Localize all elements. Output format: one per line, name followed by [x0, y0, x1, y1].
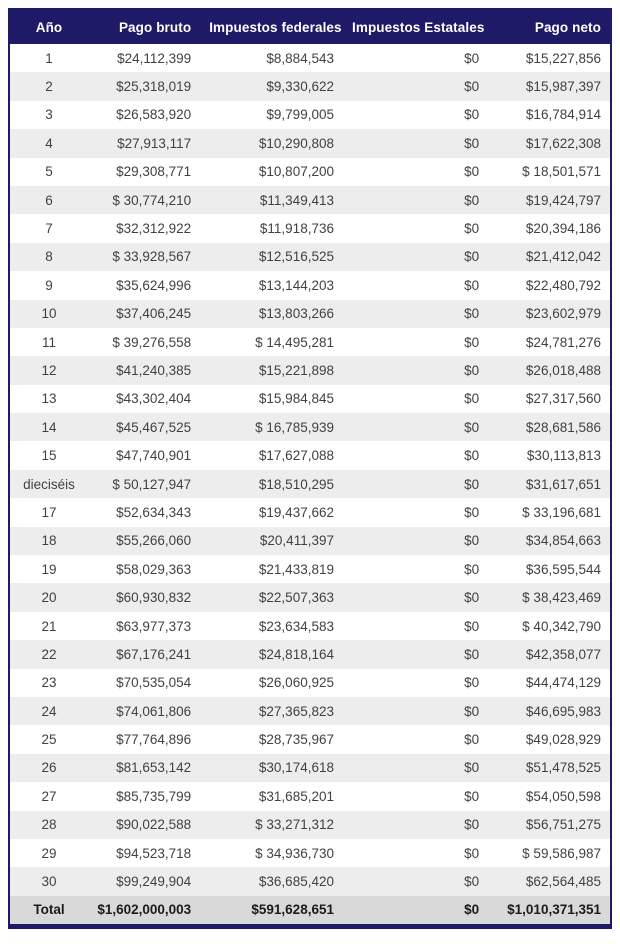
cell-pago_neto: $ 40,342,790: [522, 618, 601, 634]
table-row: [10, 300, 610, 328]
cell-impuestos_estatales: $0: [464, 732, 480, 748]
cell-impuestos_estatales: $0: [464, 476, 480, 492]
cell-pago_bruto: $94,523,718: [116, 845, 192, 861]
cell-impuestos_federales: $ 16,785,939: [255, 419, 334, 435]
cell-pago_neto: $23,602,979: [525, 306, 601, 322]
cell-impuestos_federales: $26,060,925: [258, 675, 334, 691]
cell-impuestos_estatales: $0: [464, 703, 480, 719]
cell-pago_neto: $27,317,560: [525, 391, 601, 407]
cell-pago_bruto: $99,249,904: [116, 874, 192, 890]
cell-pago_bruto: $77,764,896: [116, 732, 192, 748]
cell-impuestos_federales: $ 34,936,730: [255, 845, 334, 861]
cell-ano: 13: [41, 391, 57, 407]
cell-impuestos_estatales: $0: [464, 221, 480, 237]
cell-pago_neto: $62,564,485: [525, 874, 601, 890]
table-row: [10, 214, 610, 242]
cell-impuestos_estatales: $0: [464, 50, 480, 66]
cell-pago_neto: $ 18,501,571: [522, 164, 601, 180]
cell-ano: 17: [41, 504, 57, 520]
cell-ano: 1: [45, 50, 53, 66]
cell-impuestos_estatales: $0: [464, 164, 480, 180]
cell-pago_neto: $30,113,813: [526, 448, 601, 464]
cell-impuestos_estatales: $0: [464, 79, 480, 95]
cell-impuestos_estatales: $0: [464, 107, 480, 123]
cell-impuestos_estatales: $0: [464, 135, 480, 151]
table-row: [10, 782, 610, 810]
cell-pago_neto: $19,424,797: [525, 192, 601, 208]
cell-pago_neto: $51,478,525: [525, 760, 601, 776]
cell-impuestos_estatales: $0: [464, 192, 480, 208]
cell-pago_bruto: $32,312,922: [116, 221, 192, 237]
cell-impuestos_estatales: $0: [464, 646, 480, 662]
total-row: [10, 896, 610, 924]
total-pago-bruto: $1,602,000,003: [88, 896, 200, 924]
cell-pago_bruto: $52,634,343: [116, 504, 192, 520]
table-row: [10, 441, 610, 469]
table-header: [10, 10, 610, 44]
cell-impuestos_estatales: $0: [464, 817, 480, 833]
cell-pago_bruto: $ 30,774,210: [112, 192, 192, 208]
annuity-payout-table: [10, 10, 610, 924]
cell-pago_bruto: $63,977,373: [116, 618, 192, 634]
cell-pago_neto: $22,480,792: [525, 277, 601, 293]
cell-impuestos_estatales: $0: [464, 504, 480, 520]
cell-impuestos_estatales: $0: [464, 277, 480, 293]
table-row: [10, 385, 610, 413]
cell-impuestos_estatales: $0: [464, 391, 480, 407]
cell-impuestos_estatales: $0: [464, 874, 480, 890]
cell-pago_bruto: $ 33,928,567: [112, 249, 192, 265]
cell-impuestos_federales: $28,735,967: [258, 732, 334, 748]
table-row: [10, 328, 610, 356]
table-row: [10, 612, 610, 640]
cell-ano: 22: [41, 646, 57, 662]
cell-impuestos_federales: $17,627,088: [258, 448, 334, 464]
cell-pago_neto: $15,987,397: [525, 79, 601, 95]
col-header-pago-bruto: Pago bruto: [88, 10, 200, 44]
cell-pago_neto: $15,227,856: [525, 50, 601, 66]
col-header-ano: Año: [10, 10, 88, 44]
cell-ano: 5: [45, 164, 53, 180]
cell-pago_bruto: $85,735,799: [116, 788, 192, 804]
cell-pago_bruto: $81,653,142: [116, 760, 192, 776]
cell-pago_bruto: $45,467,525: [116, 419, 192, 435]
table-row: [10, 158, 610, 186]
total-pago-neto: $1,010,371,351: [488, 896, 610, 924]
cell-ano: 30: [41, 874, 57, 890]
table-row: [10, 44, 610, 72]
cell-pago_bruto: $35,624,996: [116, 277, 192, 293]
table-row: [10, 811, 610, 839]
cell-pago_neto: $ 33,196,681: [522, 504, 601, 520]
cell-pago_bruto: $27,913,117: [117, 135, 192, 151]
cell-impuestos_federales: $27,365,823: [258, 703, 334, 719]
cell-impuestos_federales: $31,685,201: [258, 788, 334, 804]
cell-impuestos_federales: $10,290,808: [258, 135, 334, 151]
cell-ano: 3: [45, 107, 53, 123]
table-header-row: [10, 10, 610, 44]
table-row: [10, 243, 610, 271]
table-row: [10, 555, 610, 583]
cell-ano: 11: [41, 334, 56, 350]
cell-impuestos_estatales: $0: [464, 760, 480, 776]
cell-pago_neto: $ 59,586,987: [522, 845, 601, 861]
cell-impuestos_federales: $8,884,543: [266, 50, 334, 66]
cell-pago_neto: $20,394,186: [525, 221, 601, 237]
cell-pago_neto: $ 38,423,469: [522, 590, 601, 606]
cell-impuestos_estatales: $0: [464, 533, 480, 549]
cell-pago_bruto: $ 39,276,558: [112, 334, 192, 350]
cell-ano: 2: [45, 79, 53, 95]
table-row: [10, 413, 610, 441]
cell-pago_bruto: $37,406,245: [116, 306, 192, 322]
cell-impuestos_federales: $9,330,622: [266, 79, 334, 95]
annuity-payout-table-container: [8, 8, 612, 929]
cell-pago_bruto: $67,176,241: [116, 646, 192, 662]
cell-impuestos_federales: $22,507,363: [258, 590, 334, 606]
table-row: [10, 527, 610, 555]
cell-impuestos_estatales: $0: [464, 618, 480, 634]
cell-impuestos_estatales: $0: [464, 249, 480, 265]
table-row: [10, 129, 610, 157]
cell-impuestos_federales: $ 14,495,281: [255, 334, 334, 350]
table-row: [10, 669, 610, 697]
cell-pago_neto: $49,028,929: [525, 732, 601, 748]
cell-impuestos_estatales: $0: [464, 334, 480, 350]
cell-ano: 20: [41, 590, 57, 606]
cell-pago_bruto: $60,930,832: [116, 590, 192, 606]
table-body: [10, 44, 610, 896]
table-row: [10, 271, 610, 299]
cell-pago_bruto: $58,029,363: [116, 561, 192, 577]
cell-pago_bruto: $74,061,806: [116, 703, 192, 719]
col-header-impuestos-federales: Impuestos federales: [200, 10, 343, 44]
table-row: [10, 839, 610, 867]
table-row: [10, 470, 610, 498]
cell-ano: dieciséis: [23, 476, 75, 492]
cell-impuestos_estatales: $0: [464, 590, 480, 606]
cell-ano: 7: [45, 221, 53, 237]
cell-ano: 4: [45, 135, 53, 151]
cell-impuestos_federales: $24,818,164: [258, 646, 334, 662]
cell-pago_neto: $24,781,276: [525, 334, 601, 350]
cell-ano: 6: [45, 192, 53, 208]
table-row: [10, 356, 610, 384]
cell-pago_neto: $46,695,983: [525, 703, 601, 719]
cell-impuestos_federales: $ 33,271,312: [255, 817, 334, 833]
cell-impuestos_federales: $12,516,525: [258, 249, 334, 265]
cell-pago_neto: $56,751,275: [525, 817, 601, 833]
cell-ano: 12: [41, 362, 57, 378]
cell-ano: 24: [41, 703, 57, 719]
cell-impuestos_federales: $36,685,420: [258, 874, 334, 890]
cell-impuestos_estatales: $0: [464, 788, 480, 804]
cell-pago_neto: $28,681,586: [525, 419, 601, 435]
cell-pago_neto: $31,617,651: [525, 476, 601, 492]
cell-ano: 21: [41, 618, 57, 634]
cell-impuestos_estatales: $0: [464, 419, 480, 435]
cell-pago_bruto: $70,535,054: [116, 675, 192, 691]
cell-pago_neto: $26,018,488: [525, 362, 601, 378]
cell-pago_bruto: $ 50,127,947: [112, 476, 192, 492]
table-footer: [10, 896, 610, 924]
table-row: [10, 697, 610, 725]
table-row: [10, 72, 610, 100]
cell-ano: 25: [41, 732, 57, 748]
table-row: [10, 186, 610, 214]
cell-pago_bruto: $26,583,920: [116, 107, 192, 123]
cell-impuestos_federales: $15,221,898: [258, 362, 334, 378]
cell-ano: 18: [41, 533, 57, 549]
cell-ano: 29: [41, 845, 57, 861]
cell-impuestos_federales: $13,803,266: [258, 306, 334, 322]
cell-pago_bruto: $25,318,019: [116, 79, 192, 95]
cell-pago_neto: $21,412,042: [525, 249, 601, 265]
cell-ano: 27: [41, 788, 57, 804]
col-header-pago-neto: Pago neto: [488, 10, 610, 44]
table-row: [10, 640, 610, 668]
cell-impuestos_federales: $15,984,845: [258, 391, 334, 407]
cell-ano: 8: [45, 249, 53, 265]
cell-impuestos_federales: $20,411,397: [259, 533, 334, 549]
table-row: [10, 583, 610, 611]
cell-pago_bruto: $29,308,771: [116, 164, 192, 180]
col-header-impuestos-estatales: Impuestos Estatales: [343, 10, 488, 44]
cell-impuestos_federales: $11,349,413: [259, 192, 334, 208]
cell-pago_neto: $42,358,077: [525, 646, 601, 662]
cell-pago_bruto: $55,266,060: [116, 533, 192, 549]
cell-ano: 9: [45, 277, 53, 293]
table-row: [10, 498, 610, 526]
cell-impuestos_federales: $23,634,583: [258, 618, 334, 634]
cell-pago_bruto: $90,022,588: [116, 817, 192, 833]
total-impuestos-estatales: $0: [343, 896, 488, 924]
cell-ano: 19: [41, 561, 57, 577]
cell-impuestos_estatales: $0: [464, 362, 480, 378]
cell-impuestos_estatales: $0: [464, 675, 480, 691]
cell-pago_neto: $54,050,598: [525, 788, 601, 804]
cell-pago_neto: $44,474,129: [525, 675, 601, 691]
table-row: [10, 754, 610, 782]
table-row: [10, 725, 610, 753]
cell-impuestos_federales: $11,918,736: [259, 221, 334, 237]
table-row: [10, 101, 610, 129]
total-label: Total: [10, 896, 88, 924]
cell-impuestos_estatales: $0: [464, 561, 480, 577]
cell-impuestos_federales: $21,433,819: [258, 561, 334, 577]
cell-ano: 28: [41, 817, 57, 833]
cell-impuestos_federales: $18,510,295: [258, 476, 334, 492]
cell-pago_bruto: $47,740,901: [116, 448, 192, 464]
cell-pago_neto: $16,784,914: [525, 107, 601, 123]
cell-pago_bruto: $24,112,399: [117, 50, 192, 66]
cell-pago_bruto: $41,240,385: [116, 362, 192, 378]
cell-ano: 26: [41, 760, 57, 776]
cell-impuestos_estatales: $0: [464, 448, 480, 464]
cell-impuestos_federales: $13,144,203: [258, 277, 334, 293]
cell-ano: 10: [41, 306, 57, 322]
cell-impuestos_federales: $19,437,662: [258, 504, 334, 520]
total-impuestos-federales: $591,628,651: [200, 896, 343, 924]
cell-ano: 23: [41, 675, 57, 691]
cell-pago_neto: $17,622,308: [525, 135, 601, 151]
cell-ano: 14: [41, 419, 57, 435]
cell-impuestos_federales: $9,799,005: [266, 107, 334, 123]
cell-impuestos_federales: $10,807,200: [258, 164, 334, 180]
cell-ano: 15: [41, 448, 57, 464]
cell-pago_neto: $36,595,544: [525, 561, 601, 577]
cell-impuestos_estatales: $0: [464, 845, 480, 861]
cell-pago_bruto: $43,302,404: [116, 391, 192, 407]
table-row: [10, 867, 610, 895]
cell-pago_neto: $34,854,663: [525, 533, 601, 549]
cell-impuestos_federales: $30,174,618: [258, 760, 334, 776]
cell-impuestos_estatales: $0: [464, 306, 480, 322]
